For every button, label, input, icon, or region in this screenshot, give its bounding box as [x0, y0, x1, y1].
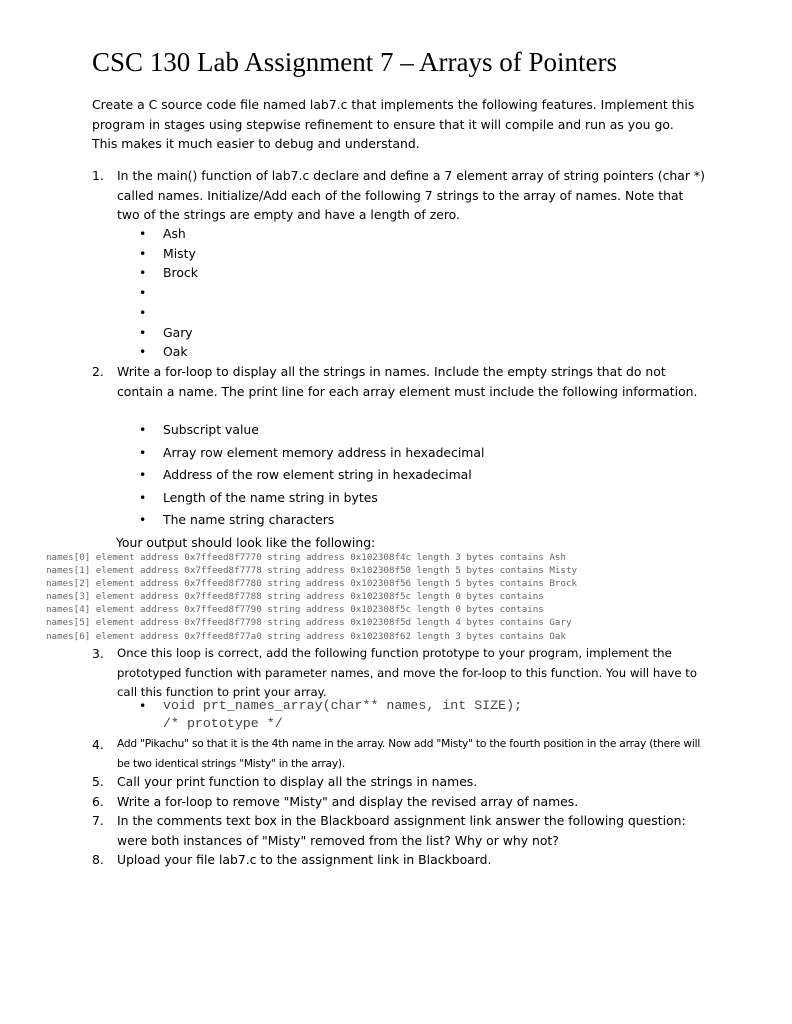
step-number: 7.	[92, 813, 104, 828]
step-text: Once this loop is correct, add the following function prototype to your program, implement the prototyped function with parameter names, and move the for-loop to this function. You will have to call this function to print your array.	[117, 646, 697, 699]
output-lead-text: Your output should look like the following:	[116, 535, 376, 550]
bullet-icon: •	[139, 304, 147, 320]
step-number: 4.	[92, 737, 104, 752]
output-line: names[5] element address 0x7ffeed8f7798 string address 0x102308f5d length 4 bytes contains Gary	[46, 617, 572, 629]
step-text: In the comments text box in the Blackboard assignment link answer the following question: were both instances of "Misty" removed from the list? Why or why not?	[117, 813, 686, 848]
bullet-icon: •	[139, 698, 147, 713]
output-line: names[2] element address 0x7ffeed8f7780 string address 0x102308f56 length 5 bytes contains Brock	[46, 578, 578, 590]
bullet-icon: •	[139, 285, 147, 301]
bullet-icon: •	[139, 344, 147, 360]
prototype-code: void prt_names_array(char** names, int SIZE);	[163, 698, 523, 713]
page-title: CSC 130 Lab Assignment 7 – Arrays of Pointers	[92, 47, 617, 77]
output-line: names[4] element address 0x7ffeed8f7790 string address 0x102308f5c length 0 bytes contains	[46, 604, 544, 616]
step-number: 3.	[92, 646, 104, 661]
step-number: 2.	[92, 364, 104, 379]
document-page: CSC 130 Lab Assignment 7 – Arrays of Pointers Create a C source code file named lab7.c that implements the following features. Implement this program in stages using stepwise refinement to ensure that it will compile and run as you go. This makes it much easier to debug and understand. 1. In the main() function of lab7.c declare and define a 7 element array of string pointers (char *) called names. Initialize/Add each of the following 7 strings to the array of names. Note that two of the strings are empty and have a length of zero. • Ash • Misty • Brock • • • Gary • Oak 2. Write a for-loop to display all the strings in names. Include the empty strings that do not contain a name. The print line for each array element must include the following information. • Subscript value • Array row element memory address in hexadecimal • Address of the row element string in hexadecimal • Length of the name string in bytes • The name string characters Your output should look like the following: names[0] element address 0x7ffeed8f7770 string address 0x102308f4c length 3 bytes contains Ash names[1] element address 0x7ffeed8f7778 string address 0x102308f50 length 5 bytes contains Misty names[2] element address 0x7ffeed8f7780 string address 0x102308f56 length 5 bytes contains Brock names[3] element address 0x7ffeed8f7788 string address 0x102308f5c length 0 bytes contains names[4] element address 0x7ffeed8f7790 string address 0x102308f5c length 0 bytes contains names[5] element address 0x7ffeed8f7798 string address 0x102308f5d length 4 bytes contains Gary names[6] element address 0x7ffeed8f77a0 string address 0x102308f62 length 3 bytes contains Oak 3. Once this loop is correct, add the following function prototype to your program, implement the prototyped function with parameter names, and move the for-loop to this function. You will have to call this function to print your array. • void prt_names_array(char** names, int SIZE); /* prototype */ 4. Add "Pikachu" so that it is the 4th name in the array. Now add "Misty" to the fourth position in the array (there will be two identical strings "Misty" in the array). 5. Call your print function to display all the strings in names. 6. Write a for-loop to remove "Misty" and display the revised array of names. 7. In the comments text box in the Blackboard assignment link answer the following question: were both instances of "Misty" removed from the list? Why or why not? 8. Upload your file lab7.c to the assignment link in Blackboard.	[0, 0, 792, 1024]
output-line: names[6] element address 0x7ffeed8f77a0 string address 0x102308f62 length 3 bytes contains Oak	[46, 630, 566, 642]
output-line: names[3] element address 0x7ffeed8f7788 string address 0x102308f5c length 0 bytes contains	[46, 591, 544, 603]
step-number: 5.	[92, 774, 104, 789]
step-text: Write a for-loop to display all the strings in names. Include the empty strings that do not contain a name. The print line for each array element must include the following information.	[117, 364, 698, 399]
bullet-icon: •	[139, 226, 147, 241]
bullet-icon: •	[139, 444, 147, 460]
step-number: 6.	[92, 794, 104, 809]
step-text: Upload your file lab7.c to the assignment link in Blackboard.	[117, 852, 492, 867]
bullet-icon: •	[139, 489, 147, 505]
bullet-icon: •	[139, 467, 147, 482]
step-number: 1.	[92, 168, 104, 183]
output-line: names[1] element address 0x7ffeed8f7778 string address 0x102308f50 length 5 bytes contains Misty	[46, 565, 578, 577]
bullet-icon: •	[139, 422, 147, 437]
step-text: Add "Pikachu" so that it is the 4th name in the array. Now add "Misty" to the fourth position in the array (there will be two identical strings "Misty" in the array).	[117, 738, 701, 770]
sample-output	[46, 551, 746, 643]
step-text: Call your print function to display all the strings in names.	[117, 774, 478, 789]
bullet-icon: •	[139, 245, 147, 261]
step-text: Write a for-loop to remove "Misty" and display the revised array of names.	[117, 794, 579, 809]
output-line: names[0] element address 0x7ffeed8f7770 string address 0x102308f4c length 3 bytes contains Ash	[46, 552, 566, 563]
step-number: 8.	[92, 852, 104, 867]
bullet-icon: •	[139, 265, 147, 281]
bullet-icon: •	[139, 512, 147, 527]
step-text: In the main() function of lab7.c declare and define a 7 element array of string pointers (char *) called names. Initialize/Add each of the following 7 strings to the array of names. Note that two of the strings are empty and have a length of zero.	[117, 168, 705, 222]
prototype-comment: /* prototype */	[163, 716, 283, 731]
bullet-icon: •	[139, 324, 147, 340]
intro-paragraph: Create a C source code file named lab7.c that implements the following features. Implement this program in stages using stepwise refinement to ensure that it will compile and run as you go. This makes it much easier to debug and understand.	[92, 97, 695, 151]
